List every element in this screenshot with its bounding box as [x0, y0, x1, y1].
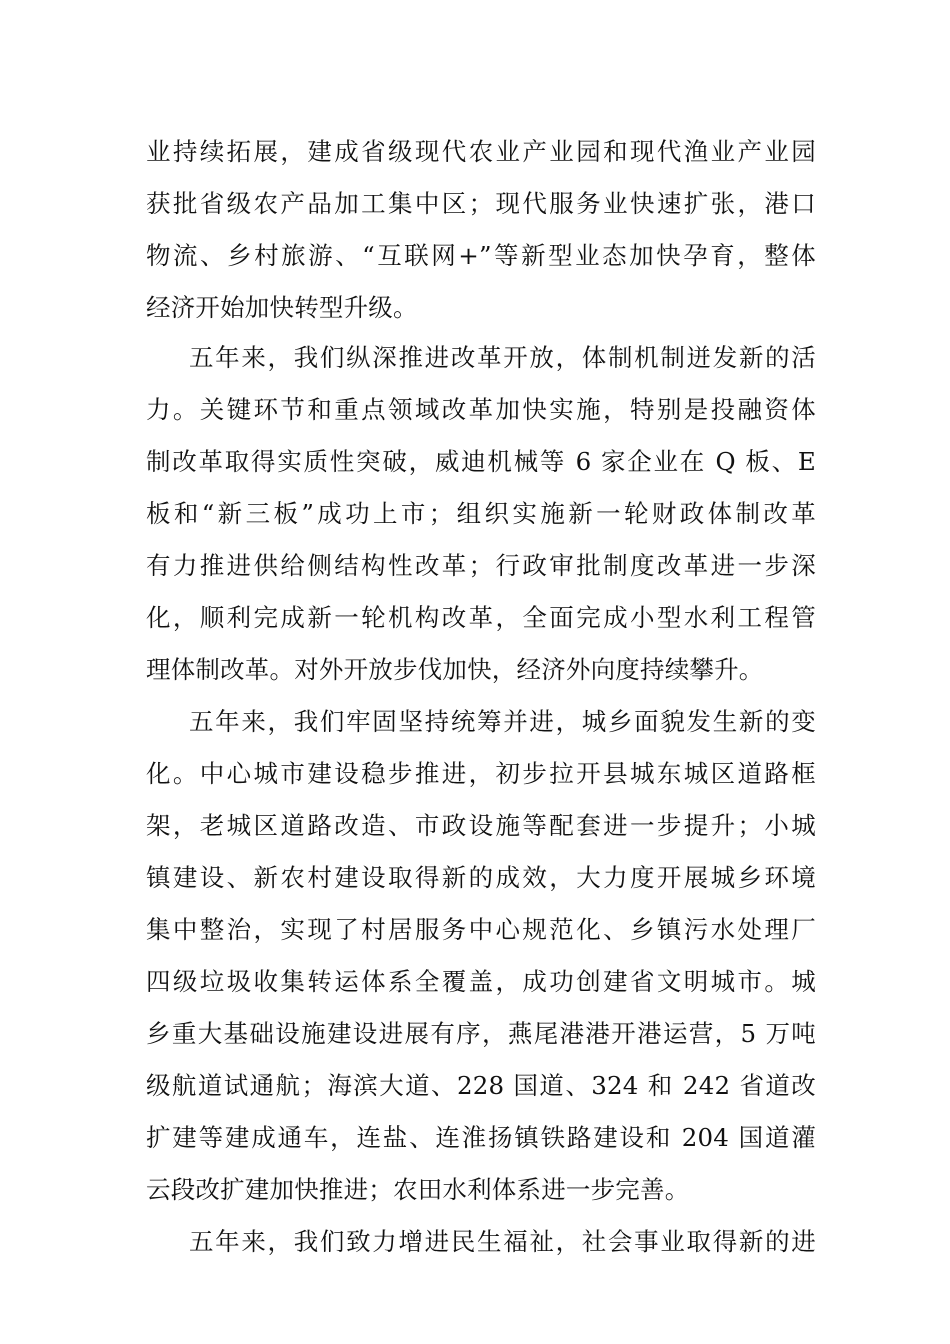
text-line: 板和“新三板”成功上市；组织实施新一轮财政体制改革	[146, 499, 816, 528]
text-line: 制改革取得实质性突破，威迪机械等 6 家企业在 Q 板、E	[146, 447, 816, 476]
text-line: 经济开始加快转型升级。	[146, 293, 418, 322]
text-line: 镇建设、新农村建设取得新的成效，大力度开展城乡环境	[146, 863, 816, 892]
text-line: 乡重大基础设施建设进展有序，燕尾港港开港运营，5 万吨	[146, 1019, 816, 1048]
text-line: 五年来，我们牢固坚持统筹并进，城乡面貌发生新的变	[189, 707, 816, 736]
text-line: 扩建等建成通车，连盐、连淮扬镇铁路建设和 204 国道灌	[146, 1123, 816, 1152]
text-line: 云段改扩建加快推进；农田水利体系进一步完善。	[146, 1175, 690, 1204]
text-line: 五年来，我们致力增进民生福祉，社会事业取得新的进	[189, 1227, 816, 1256]
text-line: 物流、乡村旅游、“互联网+”等新型业态加快孕育，整体	[146, 241, 816, 270]
text-line: 理体制改革。对外开放步伐加快，经济外向度持续攀升。	[146, 655, 764, 684]
text-line: 化。中心城市建设稳步推进，初步拉开县城东城区道路框	[146, 759, 816, 788]
text-line: 五年来，我们纵深推进改革开放，体制机制迸发新的活	[189, 343, 816, 372]
text-line: 化，顺利完成新一轮机构改革，全面完成小型水利工程管	[146, 603, 816, 632]
text-line: 业持续拓展，建成省级现代农业产业园和现代渔业产业园	[146, 137, 816, 166]
text-line: 集中整治，实现了村居服务中心规范化、乡镇污水处理厂	[146, 915, 816, 944]
text-line: 级航道试通航；海滨大道、228 国道、324 和 242 省道改	[146, 1071, 816, 1100]
text-line: 力。关键环节和重点领域改革加快实施，特别是投融资体	[146, 395, 816, 424]
text-line: 四级垃圾收集转运体系全覆盖，成功创建省文明城市。城	[146, 967, 816, 996]
text-line: 架，老城区道路改造、市政设施等配套进一步提升；小城	[146, 811, 816, 840]
text-line: 有力推进供给侧结构性改革；行政审批制度改革进一步深	[146, 551, 816, 580]
text-line: 获批省级农产品加工集中区；现代服务业快速扩张，港口	[146, 189, 816, 218]
